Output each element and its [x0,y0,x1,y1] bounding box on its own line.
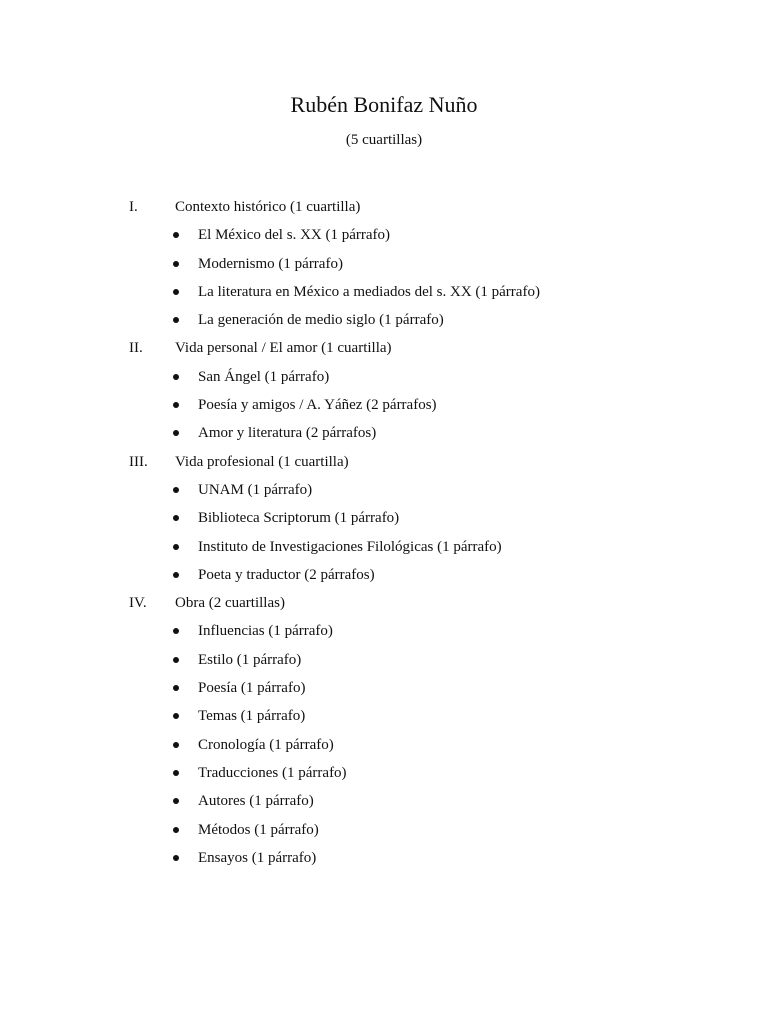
list-item-label: UNAM (1 párrafo) [198,481,313,498]
list-item-label: Amor y literatura (2 párrafos) [198,425,377,442]
section-items [0,225,768,338]
list-item [0,763,768,791]
list-item-label: Modernismo (1 párrafo) [198,255,343,272]
section-numeral: I. [129,199,138,215]
list-item [0,395,768,423]
list-item [0,367,768,395]
bullet-icon [173,628,179,634]
list-item [0,225,768,253]
list-item [0,282,768,310]
list-item [0,820,768,848]
bullet-icon [173,232,179,238]
list-item [0,480,768,508]
section-numeral: III. [129,453,148,470]
section-heading [0,593,768,621]
list-item-label: Influencias (1 párrafo) [198,623,333,640]
bullet-icon [173,855,179,861]
list-item [0,706,768,734]
section-numeral: IV. [129,595,147,612]
section-label: Obra (2 cuartillas) [175,595,285,612]
section-heading [0,452,768,480]
bullet-icon [173,487,179,493]
bullet-icon [173,544,179,550]
list-item-label: Estilo (1 párrafo) [198,651,302,668]
list-item-label: Biblioteca Scriptorum (1 párrafo) [198,510,400,527]
list-item [0,508,768,536]
bullet-icon [173,770,179,776]
list-item-label: El México del s. XX (1 párrafo) [198,227,391,244]
outline-section [0,452,768,593]
bullet-icon [173,657,179,663]
list-item-label: Instituto de Investigaciones Filológicas (1 párrafo) [198,538,502,555]
list-item [0,565,768,593]
list-item-label: Ensayos (1 párrafo) [198,849,317,866]
bullet-icon [173,572,179,578]
bullet-icon [173,685,179,691]
bullet-icon [173,430,179,436]
document-subtitle: (5 cuartillas) [345,132,423,148]
list-item-label: Poesía (1 párrafo) [198,680,306,697]
list-item-label: La generación de medio siglo (1 párrafo) [198,312,444,329]
bullet-icon [173,374,179,380]
bullet-icon [173,742,179,748]
list-item-label: Cronología (1 párrafo) [198,736,334,753]
bullet-icon [173,261,179,267]
bullet-icon [173,402,179,408]
document-title: Rubén Bonifaz Nuño [290,92,478,117]
section-heading [0,197,768,225]
section-heading [0,338,768,366]
list-item-label: Temas (1 párrafo) [198,708,306,725]
list-item [0,423,768,451]
bullet-icon [173,289,179,295]
section-label: Vida profesional (1 cuartilla) [175,453,349,470]
list-item [0,537,768,565]
list-item [0,621,768,649]
section-label: Vida personal / El amor (1 cuartilla) [175,340,392,357]
list-item [0,848,768,876]
list-item [0,735,768,763]
list-item-label: La literatura en México a mediados del s. XX (1 párrafo) [198,283,540,300]
bullet-icon [173,798,179,804]
list-item [0,254,768,282]
list-item [0,310,768,338]
section-items [0,621,768,876]
list-item [0,791,768,819]
list-item-label: Autores (1 párrafo) [198,793,314,810]
list-item [0,650,768,678]
outline-section [0,593,768,876]
bullet-icon [173,317,179,323]
list-item-label: Métodos (1 párrafo) [198,821,319,838]
bullet-icon [173,713,179,719]
list-item-label: San Ángel (1 párrafo) [198,368,330,385]
section-items [0,367,768,452]
list-item-label: Poesía y amigos / A. Yáñez (2 párrafos) [198,397,437,414]
list-item-label: Traducciones (1 párrafo) [198,764,347,781]
bullet-icon [173,827,179,833]
list-item [0,678,768,706]
section-label: Contexto histórico (1 cuartilla) [175,199,361,215]
section-items [0,480,768,593]
bullet-icon [173,515,179,521]
outline-list [0,197,768,876]
section-numeral: II. [129,340,143,357]
outline-section [0,197,768,338]
list-item-label: Poeta y traductor (2 párrafos) [198,566,375,583]
outline-section [0,338,768,451]
